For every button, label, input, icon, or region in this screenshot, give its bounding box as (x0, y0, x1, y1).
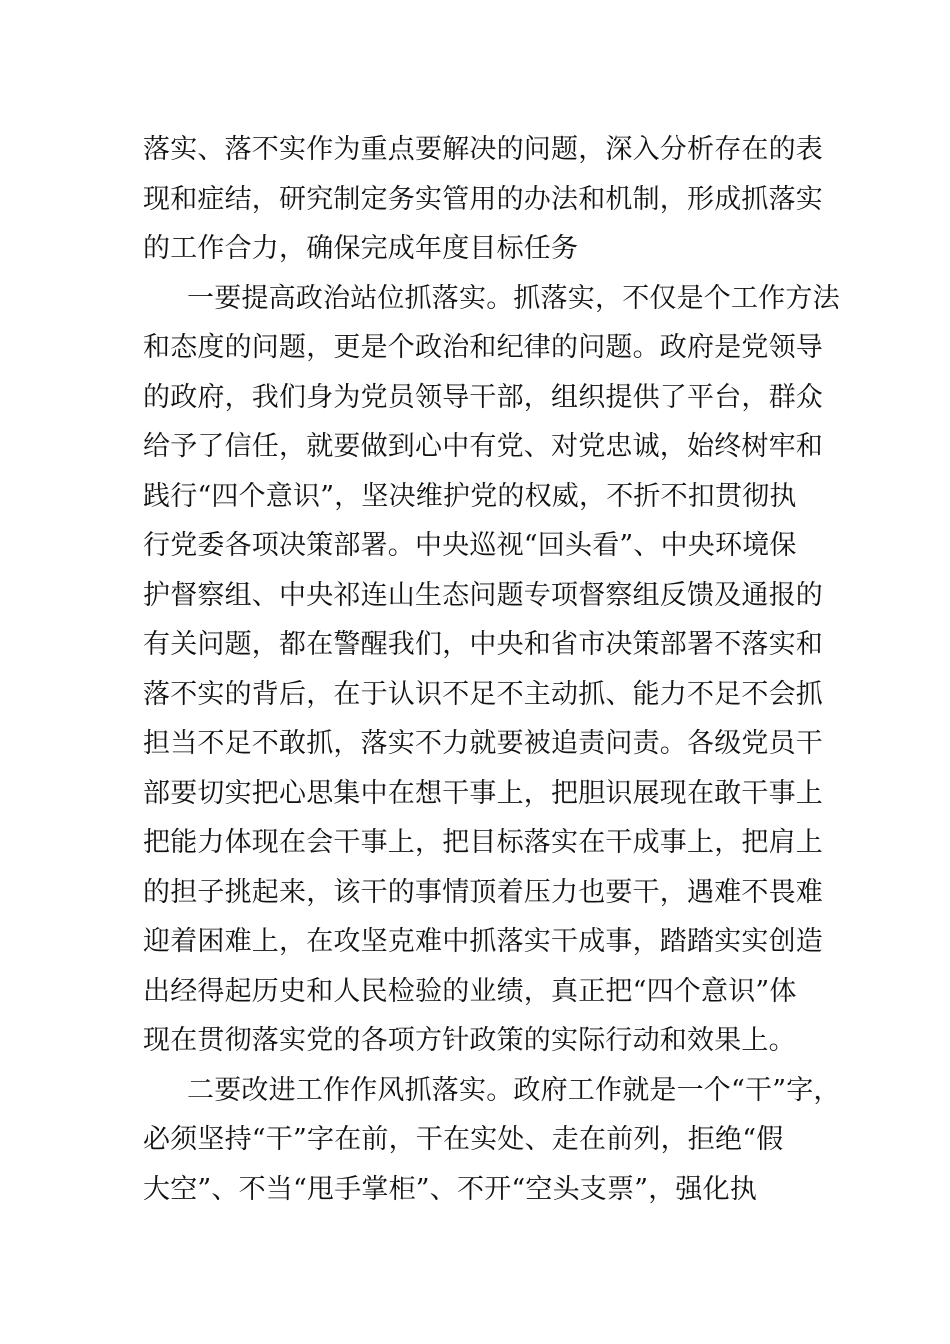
text-line: 部要切实把心思集中在想干事上，把胆识展现在敢干事上 (143, 777, 823, 809)
text-line: 现和症结，研究制定务实管用的办法和机制，形成抓落实 (143, 183, 823, 215)
text-line: 给予了信任，就要做到心中有党、对党忠诚，始终树牢和 (143, 431, 823, 462)
text-line: 行党委各项决策部署。中央巡视“回头看”、中央环境保 (143, 530, 797, 561)
text-line: 迎着困难上，在攻坚克难中抓落实干成事，踏踏实实创造 (143, 926, 823, 957)
text-line: 有关问题，都在警醒我们，中央和省市决策部署不落实和 (143, 629, 823, 660)
text-line: 必须坚持“干”字在前，干在实处、走在前列，拒绝“假 (143, 1124, 784, 1155)
paragraph-first-line: 二要改进工作作风抓落实。政府工作就是一个“干”字， (187, 1074, 841, 1106)
text-line: 践行“四个意识”，坚决维护党的权威，不折不扣贯彻执 (143, 480, 797, 512)
text-line: 和态度的问题，更是个政治和纪律的问题。政府是党领导 (143, 332, 823, 363)
text-line: 的工作合力，确保完成年度目标任务 (143, 233, 579, 264)
paragraph-first-line: 一要提高政治站位抓落实。抓落实，不仅是个工作方法 (187, 282, 840, 314)
text-line: 的政府，我们身为党员领导干部，组织提供了平台，群众 (143, 381, 823, 413)
text-line: 现在贯彻落实党的各项方针政策的实际行动和效果上。 (143, 1025, 796, 1056)
text-line: 出经得起历史和人民检验的业绩，真正把“四个意识”体 (143, 975, 797, 1007)
text-line: 的担子挑起来，该干的事情顶着压力也要干，遇难不畏难 (143, 876, 823, 908)
text-line: 落实、落不实作为重点要解决的问题，深入分析存在的表 (143, 134, 823, 165)
text-line: 担当不足不敢抓，落实不力就要被追责问责。各级党员干 (143, 728, 823, 759)
body-text (143, 125, 841, 1214)
text-line: 落不实的背后，在于认识不足不主动抓、能力不足不会抓 (143, 678, 823, 710)
text-line: 护督察组、中央祁连山生态问题专项督察组反馈及通报的 (143, 579, 823, 611)
text-line: 大空”、不当“甩手掌柜”、不开“空头支票”，强化执 (143, 1173, 758, 1205)
text-line: 把能力体现在会干事上，把目标落实在干成事上，把肩上 (143, 827, 823, 858)
